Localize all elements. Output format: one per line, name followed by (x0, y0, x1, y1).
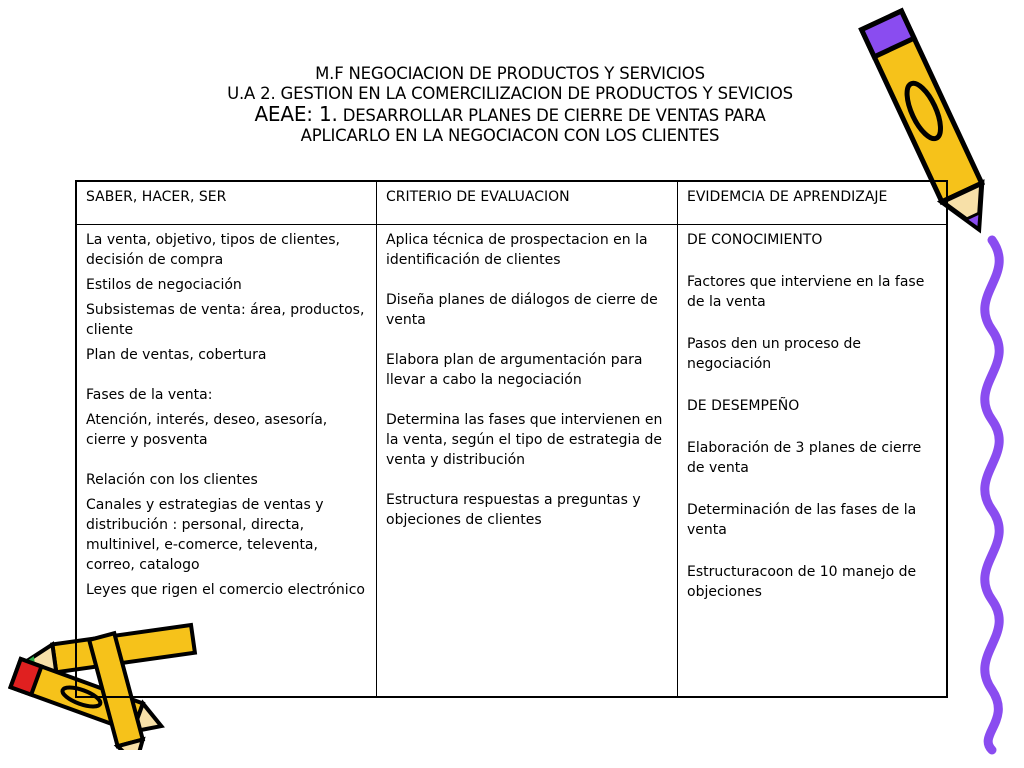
squiggle-icon (962, 235, 1022, 755)
title-line-1: M.F NEGOCIACION DE PRODUCTOS Y SERVICIOS (315, 64, 705, 83)
header-saber-hacer-ser: SABER, HACER, SER (76, 181, 377, 225)
list-item: La venta, objetivo, tipos de clientes, decisión de compra (86, 232, 340, 268)
list-item: Canales y estrategias de ventas y distribución : personal, directa, multinivel, e-comerce, televenta, correo, catalogo (86, 497, 324, 573)
cell-saber (76, 225, 377, 698)
list-item: Leyes que rigen el comercio electrónico (86, 582, 365, 598)
list-item: Factores que interviene en la fase de la venta (687, 274, 925, 310)
table-row (76, 225, 947, 698)
list-item: DE DESEMPEÑO (687, 398, 800, 414)
slide-title (80, 64, 940, 146)
title-line-3-prefix: AEAE: 1. (254, 102, 338, 126)
list-item: Estructura respuestas a preguntas y objeciones de clientes (386, 492, 641, 528)
list-item: Plan de ventas, cobertura (86, 347, 267, 363)
cell-criterio (377, 225, 678, 698)
list-item: Relación con los clientes (86, 472, 258, 488)
header-criterio: CRITERIO DE EVALUACION (377, 181, 678, 225)
list-item: Atención, interés, deseo, asesoría, cierre y posventa (86, 412, 328, 448)
list-item: Determina las fases que intervienen en la venta, según el tipo de estrategia de venta y distribución (386, 412, 663, 468)
list-item: Aplica técnica de prospectacion en la identificación de clientes (386, 232, 648, 268)
title-line-2: U.A 2. GESTION EN LA COMERCILIZACION DE PRODUCTOS Y SEVICIOS (227, 84, 793, 103)
table-header-row (76, 181, 947, 225)
list-item: Subsistemas de venta: área, productos, cliente (86, 302, 365, 338)
title-line-3-rest: DESARROLLAR PLANES DE CIERRE DE VENTAS PARA (337, 106, 766, 125)
list-item: Elaboración de 3 planes de cierre de venta (687, 440, 922, 476)
list-item: Elabora plan de argumentación para llevar a cabo la negociación (386, 352, 643, 388)
list-item: Estilos de negociación (86, 277, 242, 293)
list-item: DE CONOCIMIENTO (687, 232, 823, 248)
list-item: Determinación de las fases de la venta (687, 502, 917, 538)
list-item: Pasos den un proceso de negociación (687, 336, 862, 372)
list-item: Diseña planes de diálogos de cierre de venta (386, 292, 658, 328)
evaluation-table (75, 180, 948, 698)
list-item: Fases de la venta: (86, 387, 213, 403)
header-evidencia: EVIDEMCIA DE APRENDIZAJE (678, 181, 948, 225)
title-line-3 (80, 104, 940, 126)
list-item: Estructuracoon de 10 manejo de objeciones (687, 564, 917, 600)
cell-evidencia (678, 225, 948, 698)
title-line-4: APLICARLO EN LA NEGOCIACON CON LOS CLIENTES (300, 126, 720, 145)
